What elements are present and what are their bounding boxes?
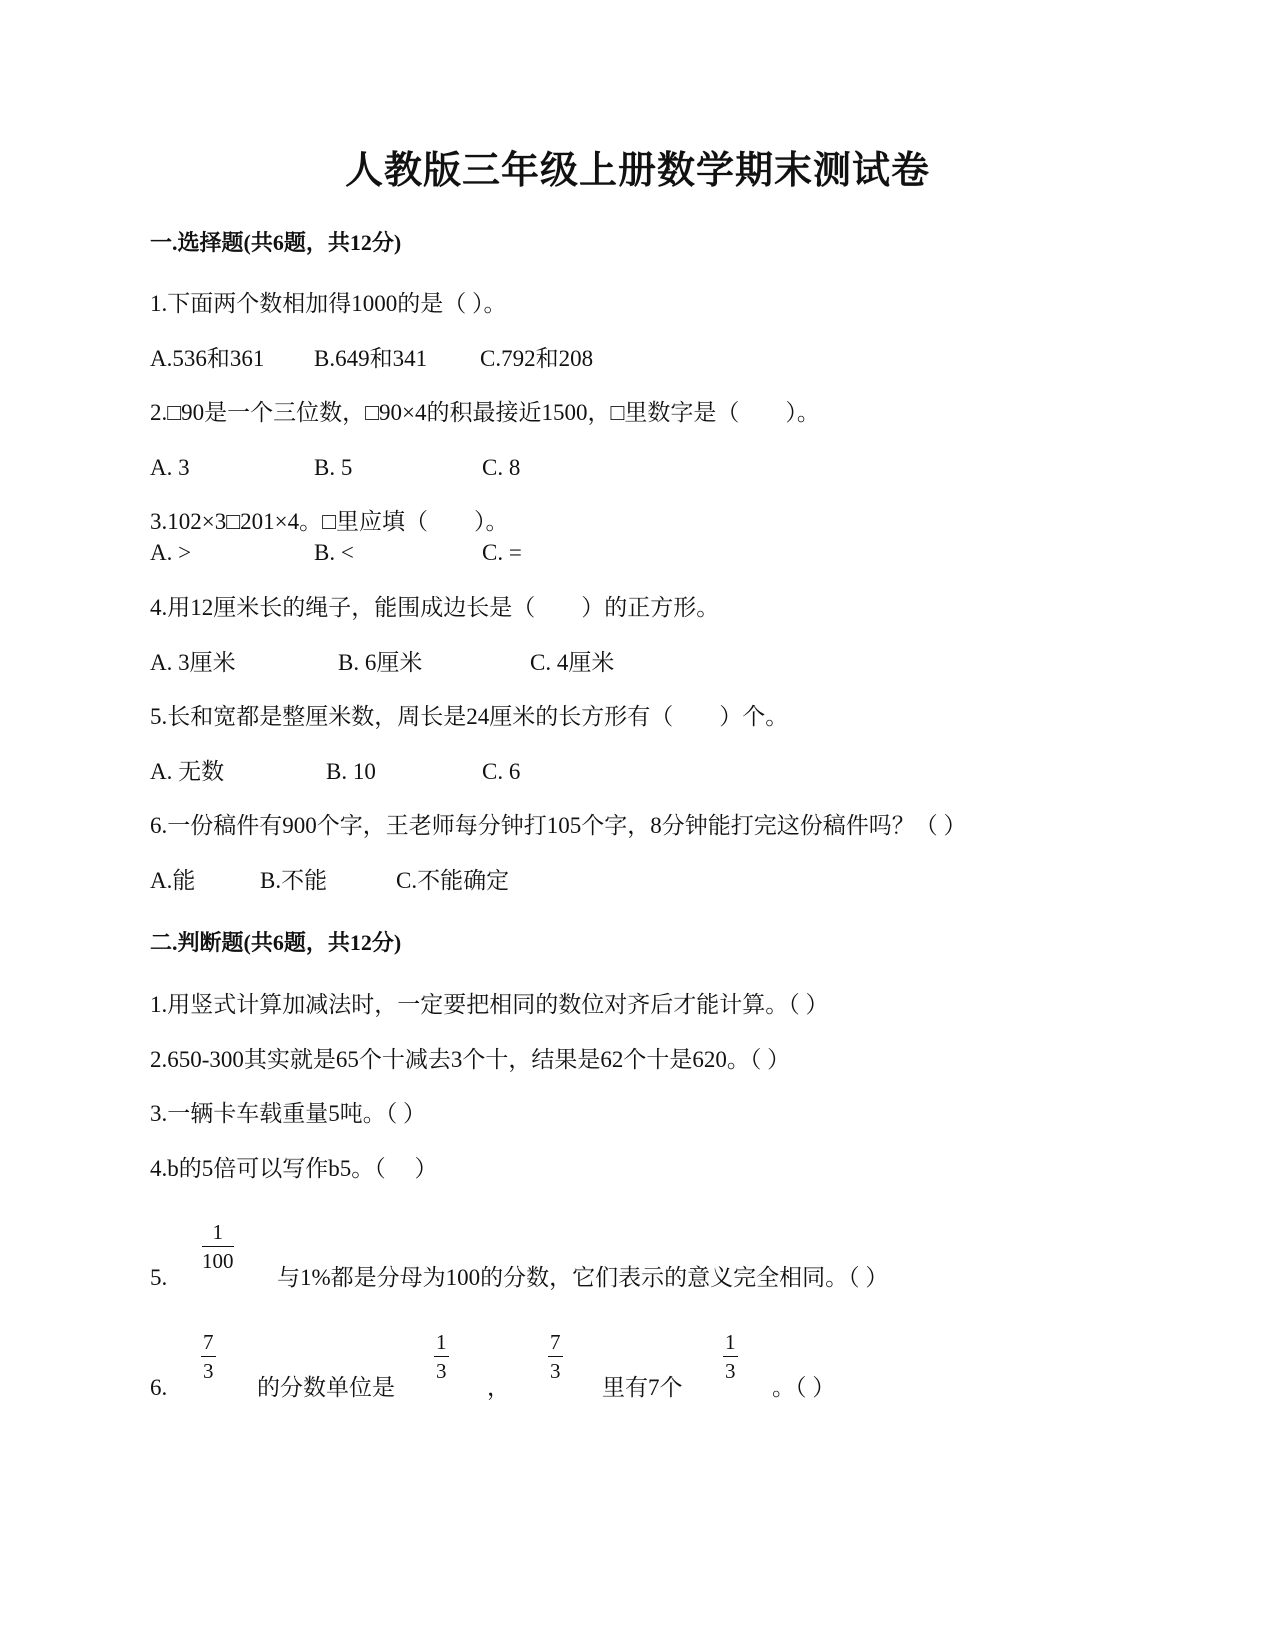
fraction-7-over-3-a [201,1332,216,1382]
choice-q5-option-b: B. 10 [326,759,376,784]
fraction-numerator: 1 [212,1220,223,1244]
fraction-denominator: 3 [550,1359,561,1383]
choice-q4-option-c: C. 4厘米 [530,650,615,675]
fraction-1-over-3-a [434,1332,449,1382]
judge-question-1: 1.用竖式计算加减法时，一定要把相同的数位对齐后才能计算。（ ） [150,992,829,1017]
choice-question-5: 5.长和宽都是整厘米数，周长是24厘米的长方形有（ ）个。 [150,704,789,729]
fraction-denominator: 100 [202,1249,234,1273]
choice-q3-option-b: B. < [314,540,354,565]
section-heading-choice: 一.选择题(共6题，共12分) [150,230,402,255]
judge-question-4: 4.b的5倍可以写作b5。（ ） [150,1156,438,1181]
choice-q4-option-a: A. 3厘米 [150,650,236,675]
choice-q4-option-b: B. 6厘米 [338,650,423,675]
fraction-1-over-100 [202,1222,234,1272]
judge-question-6-text-2: ， [487,1375,510,1400]
choice-q1-option-a: A.536和361 [150,346,265,371]
judge-question-6-text-3: 里有7个 [602,1375,683,1400]
judge-question-2: 2.650-300其实就是65个十减去3个十，结果是62个十是620。（ ） [150,1047,791,1072]
judge-question-5-number: 5. [150,1265,168,1290]
choice-q2-option-c: C. 8 [482,455,521,480]
fraction-denominator: 3 [725,1359,736,1383]
choice-question-4: 4.用12厘米长的绳子，能围成边长是（ ）的正方形。 [150,595,720,620]
choice-q2-option-b: B. 5 [314,455,353,480]
fraction-numerator: 7 [550,1330,561,1354]
choice-q5-option-a: A. 无数 [150,759,225,784]
fraction-denominator: 3 [436,1359,447,1383]
fraction-7-over-3-b [548,1332,563,1382]
judge-question-6-text-1: 的分数单位是 [257,1375,395,1400]
choice-q2-option-a: A. 3 [150,455,190,480]
judge-question-5-text: 与1%都是分母为100的分数，它们表示的意义完全相同。（ ） [277,1265,889,1290]
choice-q3-option-a: A. > [150,540,192,565]
choice-q1-option-c: C.792和208 [480,346,594,371]
judge-question-6-text-4: 。（ ） [772,1375,836,1400]
choice-q1-option-b: B.649和341 [314,346,428,371]
choice-question-6: 6.一份稿件有900个字，王老师每分钟打105个字，8分钟能打完这份稿件吗？（ ） [150,813,967,838]
fraction-numerator: 1 [436,1330,447,1354]
choice-question-1: 1.下面两个数相加得1000的是（ ）。 [150,291,507,316]
choice-q3-option-c: C. = [482,540,522,565]
section-heading-judge: 二.判断题(共6题，共12分) [150,930,402,955]
choice-q6-option-a: A.能 [150,868,196,893]
page-title: 人教版三年级上册数学期末测试卷 [344,150,930,192]
judge-question-6-number: 6. [150,1375,168,1400]
fraction-1-over-3-b [723,1332,738,1382]
choice-q5-option-c: C. 6 [482,759,521,784]
judge-question-3: 3.一辆卡车载重量5吨。（ ） [150,1101,426,1126]
choice-question-2: 2.□90是一个三位数，□90×4的积最接近1500，□里数字是（ ）。 [150,400,820,425]
fraction-numerator: 7 [203,1330,214,1354]
choice-question-3: 3.102×3□201×4。□里应填（ ）。 [150,509,509,534]
fraction-numerator: 1 [725,1330,736,1354]
choice-q6-option-c: C.不能确定 [396,868,510,893]
fraction-denominator: 3 [203,1359,214,1383]
choice-q6-option-b: B.不能 [260,868,328,893]
